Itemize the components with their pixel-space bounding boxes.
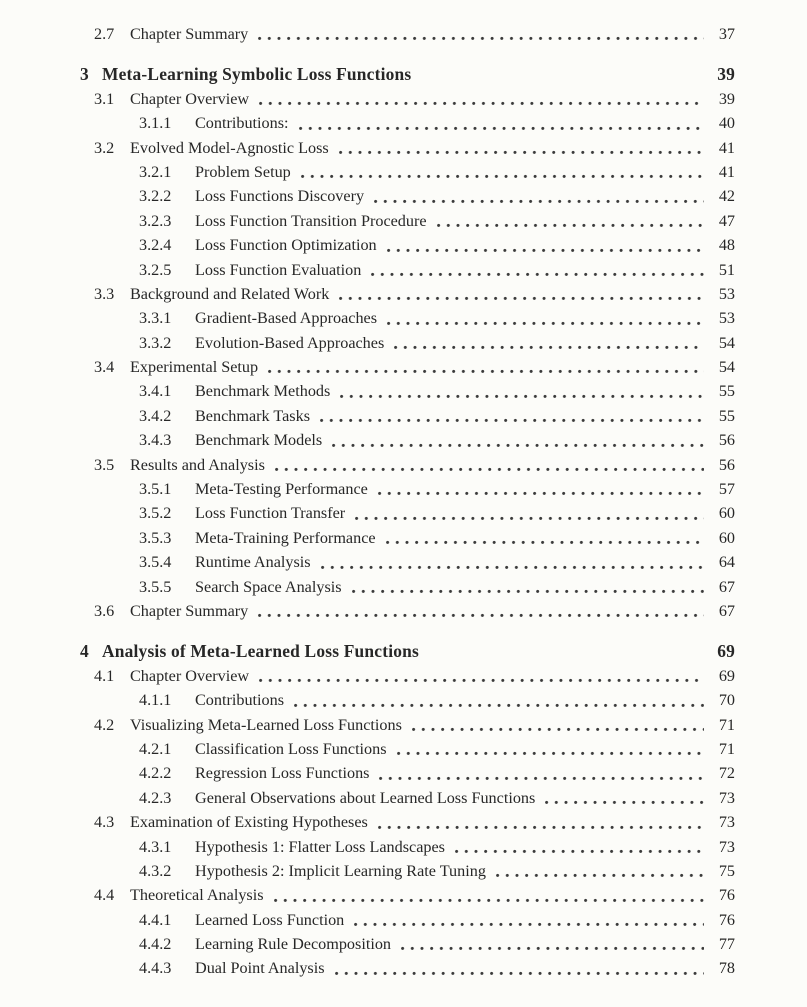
toc-dot-leader: [332, 443, 704, 448]
toc-entry-3-5-4[interactable]: [80, 550, 735, 574]
toc-entry-number: 3.5.2: [139, 504, 172, 523]
toc-dot-leader: [321, 565, 704, 570]
toc-entry-number: 3.3.2: [139, 333, 172, 352]
toc-entry-page: 39: [718, 89, 735, 108]
toc-entry-4-2-3[interactable]: [80, 786, 735, 810]
toc-entry-page: 64: [718, 553, 735, 572]
toc-entry-page: 55: [718, 406, 735, 425]
toc-entry-title: Contributions:: [195, 114, 289, 133]
toc-dot-leader: [339, 296, 704, 301]
toc-entry-3-5[interactable]: [80, 453, 735, 477]
toc-entry-page: 56: [718, 455, 735, 474]
toc-entry-number: 3.5.5: [139, 577, 172, 596]
toc-entry-title: Chapter Summary: [130, 601, 249, 620]
toc-dot-leader: [335, 971, 704, 976]
toc-entry-3-2[interactable]: [80, 136, 735, 160]
toc-entry-number: 3.2.3: [139, 211, 172, 230]
toc-entry-3-2-1[interactable]: [80, 160, 735, 184]
toc-entry-page: 41: [718, 138, 735, 157]
toc-entry-page: 75: [718, 861, 735, 880]
toc-entry-title: Background and Related Work: [130, 284, 330, 303]
toc-entry-number: 3.2.2: [139, 187, 172, 206]
toc-entry-3-2-4[interactable]: [80, 233, 735, 257]
toc-entry-3-6[interactable]: [80, 599, 735, 623]
toc-entry-page: 40: [718, 114, 735, 133]
toc-entry-number: 3.2: [94, 138, 115, 157]
toc-entry-number: 3.3.1: [139, 309, 172, 328]
toc-entry-title: Learning Rule Decomposition: [195, 935, 392, 954]
toc-entry-page: 47: [718, 211, 735, 230]
toc-dot-leader: [340, 394, 704, 399]
toc-entry-title: Classification Loss Functions: [195, 739, 387, 758]
toc-entry-page: 54: [718, 333, 735, 352]
toc-entry-title: Search Space Analysis: [195, 577, 342, 596]
toc-entry-number: 3.5.4: [139, 553, 172, 572]
toc-entry-3-3[interactable]: [80, 282, 735, 306]
toc-entry-3-1-1[interactable]: [80, 111, 735, 135]
toc-entry-number: 4.4: [94, 886, 115, 905]
toc-dot-leader: [412, 727, 704, 732]
toc-entry-number: 4.3: [94, 813, 115, 832]
toc-dot-leader: [397, 751, 704, 756]
toc-entry-4-4-3[interactable]: [80, 956, 735, 980]
toc-entry-number: 3.5.1: [139, 480, 172, 499]
toc-entry-page: 73: [718, 837, 735, 856]
toc-entry-number: 4.2: [94, 715, 115, 734]
toc-entry-page: 53: [718, 309, 735, 328]
toc-entry-3-5-1[interactable]: [80, 477, 735, 501]
toc-dot-leader: [258, 36, 704, 41]
toc-dot-leader: [496, 873, 704, 878]
toc-entry-4-4-1[interactable]: [80, 908, 735, 932]
toc-entry-title: Contributions: [195, 691, 285, 710]
toc-entry-page: 60: [718, 528, 735, 547]
toc-entry-page: 76: [718, 886, 735, 905]
toc-entry-title: Meta-Testing Performance: [195, 480, 368, 499]
toc-entry-number: 4.1: [94, 666, 115, 685]
toc-entry-title: Loss Functions Discovery: [195, 187, 365, 206]
toc-entry-number: 3: [80, 64, 89, 85]
toc-entry-title: Benchmark Tasks: [195, 406, 311, 425]
toc-entry-title: Loss Function Transition Procedure: [195, 211, 427, 230]
toc-dot-leader: [386, 540, 704, 545]
toc-entry-number: 4.2.2: [139, 764, 172, 783]
toc-entry-number: 4.2.3: [139, 788, 172, 807]
toc-entry-3-3-1[interactable]: [80, 306, 735, 330]
toc-entry-title: Loss Function Optimization: [195, 236, 377, 255]
toc-entry-page: 51: [718, 260, 735, 279]
toc-dot-leader: [374, 199, 704, 204]
toc-list: [80, 22, 735, 981]
toc-entry-number: 3.2.4: [139, 236, 172, 255]
toc-entry-number: 3.3: [94, 284, 115, 303]
toc-entry-number: 3.6: [94, 601, 115, 620]
toc-dot-leader: [378, 825, 704, 830]
toc-entry-number: 4.3.1: [139, 837, 172, 856]
toc-entry-4-4[interactable]: [80, 883, 735, 907]
toc-entry-title: Hypothesis 2: Implicit Learning Rate Tuning: [195, 861, 486, 880]
toc-dot-leader: [258, 613, 704, 618]
toc-entry-number: 4.4.2: [139, 935, 172, 954]
toc-entry-page: 53: [718, 284, 735, 303]
toc-dot-leader: [401, 946, 704, 951]
toc-entry-title: Gradient-Based Approaches: [195, 309, 378, 328]
toc-entry-page: 67: [718, 577, 735, 596]
toc-entry-title: Learned Loss Function: [195, 910, 345, 929]
toc-dot-leader: [355, 516, 704, 521]
toc-entry-title: Loss Function Evaluation: [195, 260, 362, 279]
toc-entry-number: 3.1: [94, 89, 115, 108]
toc-dot-leader: [259, 101, 704, 106]
toc-entry-title: Examination of Existing Hypotheses: [130, 813, 368, 832]
toc-entry-title: Meta-Learning Symbolic Loss Functions: [102, 64, 412, 85]
toc-entry-page: 72: [718, 764, 735, 783]
toc-entry-title: Evolved Model-Agnostic Loss: [130, 138, 329, 157]
toc-entry-number: 4.3.2: [139, 861, 172, 880]
toc-entry-4-2[interactable]: [80, 713, 735, 737]
toc-entry-number: 2.7: [94, 25, 115, 43]
toc-dot-leader: [387, 248, 704, 253]
toc-entry-3-5-2[interactable]: [80, 501, 735, 525]
toc-entry-title: General Observations about Learned Loss Functions: [195, 788, 536, 807]
toc-entry-page: 60: [718, 504, 735, 523]
toc-entry-number: 4.4.1: [139, 910, 172, 929]
toc-entry-number: 4.2.1: [139, 739, 172, 758]
toc-entry-3-1[interactable]: [80, 87, 735, 111]
toc-entry-number: 3.4.1: [139, 382, 172, 401]
toc-entry-page: 77: [718, 935, 735, 954]
toc-dot-leader: [437, 223, 704, 228]
toc-entry-3-4-3[interactable]: [80, 428, 735, 452]
toc-dot-leader: [352, 589, 704, 594]
toc-entry-3-3-2[interactable]: [80, 331, 735, 355]
toc-entry-page: 42: [718, 187, 735, 206]
toc-dot-leader: [299, 126, 704, 131]
toc-dot-leader: [455, 849, 704, 854]
toc-entry-title: Chapter Overview: [130, 89, 250, 108]
toc-dot-leader: [354, 922, 704, 927]
toc-entry-page: 39: [717, 64, 735, 85]
toc-entry-title: Evolution-Based Approaches: [195, 333, 385, 352]
toc-dot-leader: [394, 345, 704, 350]
toc-entry-page: 56: [718, 431, 735, 450]
toc-entry-title: Analysis of Meta-Learned Loss Functions: [102, 641, 419, 662]
toc-entry-page: 67: [718, 601, 735, 620]
toc-entry-title: Experimental Setup: [130, 358, 259, 377]
toc-entry-2-7[interactable]: [80, 22, 735, 46]
toc-entry-page: 71: [718, 739, 735, 758]
toc-entry-4-4-2[interactable]: [80, 932, 735, 956]
toc-entry-page: 41: [718, 162, 735, 181]
toc-entry-4-3-2[interactable]: [80, 859, 735, 883]
toc-dot-leader: [379, 776, 704, 781]
toc-entry-3-4[interactable]: [80, 355, 735, 379]
toc-entry-number: 4.1.1: [139, 691, 172, 710]
toc-entry-4-1[interactable]: [80, 664, 735, 688]
toc-entry-title: Benchmark Models: [195, 431, 323, 450]
toc-entry-4-2-2[interactable]: [80, 761, 735, 785]
toc-entry-title: Hypothesis 1: Flatter Loss Landscapes: [195, 837, 445, 856]
toc-entry-title: Problem Setup: [195, 162, 291, 181]
toc-entry-3[interactable]: [80, 62, 735, 86]
toc-entry-page: 37: [718, 25, 735, 43]
toc-entry-number: 3.5.3: [139, 528, 172, 547]
toc-entry-page: 73: [718, 813, 735, 832]
toc-dot-leader: [378, 491, 704, 496]
toc-dot-leader: [275, 467, 704, 472]
toc-entry-page: 71: [718, 715, 735, 734]
toc-entry-number: 3.4: [94, 358, 115, 377]
toc-entry-number: 3.1.1: [139, 114, 172, 133]
toc-entry-number: 3.5: [94, 455, 115, 474]
toc-entry-number: 4.4.3: [139, 959, 172, 978]
toc-entry-3-2-2[interactable]: [80, 184, 735, 208]
toc-entry-title: Results and Analysis: [130, 455, 265, 474]
toc-entry-page: 69: [718, 666, 735, 685]
toc-entry-3-5-3[interactable]: [80, 526, 735, 550]
toc-dot-leader: [339, 150, 704, 155]
toc-entry-4-1-1[interactable]: [80, 688, 735, 712]
toc-entry-page: 54: [718, 358, 735, 377]
toc-entry-page: 78: [718, 959, 735, 978]
toc-entry-title: Meta-Training Performance: [195, 528, 376, 547]
toc-entry-page: 76: [718, 910, 735, 929]
toc-entry-page: 48: [718, 236, 735, 255]
toc-entry-page: 69: [717, 641, 735, 662]
toc-entry-3-5-5[interactable]: [80, 575, 735, 599]
toc-entry-title: Runtime Analysis: [195, 553, 311, 572]
toc-entry-3-4-2[interactable]: [80, 404, 735, 428]
toc-entry-title: Visualizing Meta-Learned Loss Functions: [130, 715, 402, 734]
toc-dot-leader: [274, 898, 704, 903]
toc-entry-number: 3.2.5: [139, 260, 172, 279]
toc-dot-leader: [301, 174, 704, 179]
toc-entry-4-3[interactable]: [80, 810, 735, 834]
toc-dot-leader: [259, 678, 704, 683]
toc-entry-page: 55: [718, 382, 735, 401]
toc-dot-leader: [371, 272, 704, 277]
toc-entry-3-2-5[interactable]: [80, 258, 735, 282]
toc-entry-4[interactable]: [80, 639, 735, 663]
toc-entry-page: 70: [718, 691, 735, 710]
toc-dot-leader: [387, 321, 704, 326]
toc-entry-title: Chapter Summary: [130, 25, 249, 43]
toc-dot-leader: [268, 369, 704, 374]
toc-entry-title: Chapter Overview: [130, 666, 250, 685]
toc-dot-leader: [545, 800, 704, 805]
toc-entry-title: Theoretical Analysis: [130, 886, 264, 905]
toc-dot-leader: [320, 418, 704, 423]
toc-entry-3-4-1[interactable]: [80, 379, 735, 403]
toc-entry-number: 3.4.3: [139, 431, 172, 450]
toc-entry-title: Regression Loss Functions: [195, 764, 370, 783]
toc-entry-title: Loss Function Transfer: [195, 504, 346, 523]
toc-entry-4-3-1[interactable]: [80, 835, 735, 859]
toc-entry-number: 4: [80, 641, 89, 662]
toc-entry-title: Benchmark Methods: [195, 382, 331, 401]
toc-entry-title: Dual Point Analysis: [195, 959, 325, 978]
toc-entry-page: 57: [718, 480, 735, 499]
toc-entry-4-2-1[interactable]: [80, 737, 735, 761]
toc-entry-number: 3.4.2: [139, 406, 172, 425]
toc-entry-3-2-3[interactable]: [80, 209, 735, 233]
toc-entry-page: 73: [718, 788, 735, 807]
toc-entry-number: 3.2.1: [139, 162, 172, 181]
toc-dot-leader: [294, 703, 704, 708]
